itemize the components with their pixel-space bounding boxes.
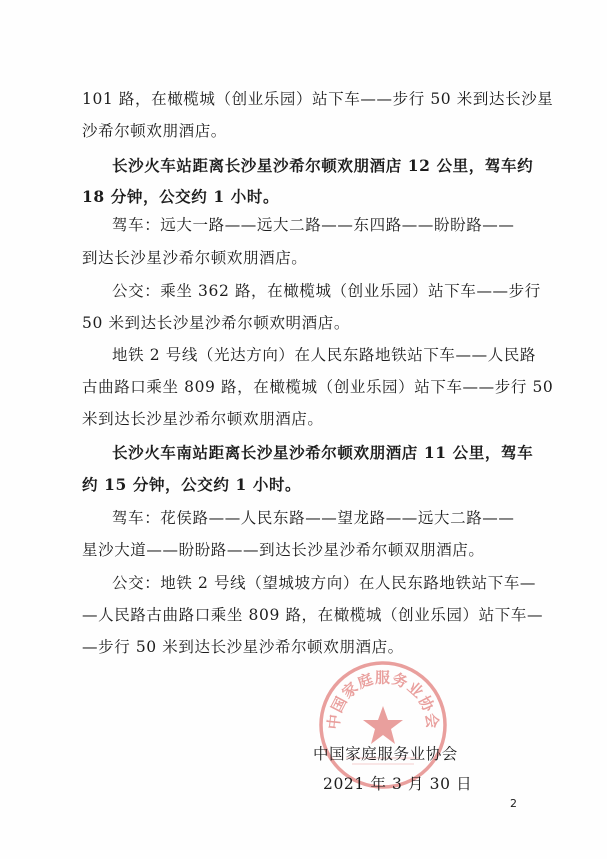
section-heading-line: 长沙火车站距离长沙星沙希尔顿欢朋酒店 12 公里，驾车约 (112, 156, 534, 175)
body-line: 驾车：花侯路——人民东路——望龙路——远大二路—— (112, 509, 515, 527)
signature-organization: 中国家庭服务业协会 (313, 745, 458, 763)
body-line: 驾车：远大一路——远大二路——东四路——盼盼路—— (112, 216, 515, 234)
section-heading-line: 18 分钟，公交约 1 小时。 (82, 187, 280, 206)
body-line: 沙希尔顿欢朋酒店。 (82, 122, 227, 140)
body-line: 米到达长沙星沙希尔顿欢朋酒店。 (82, 410, 324, 428)
seal-star-icon (363, 706, 403, 744)
page-number: 2 (510, 797, 517, 810)
signature-date: 2021 年 3 月 30 日 (323, 775, 473, 793)
body-line: —人民路古曲路口乘坐 809 路，在橄榄城（创业乐园）站下车— (82, 606, 544, 624)
body-line: 到达长沙星沙希尔顿欢朋酒店。 (82, 249, 308, 267)
body-line: 星沙大道——盼盼路——到达长沙星沙希尔顿双朋酒店。 (82, 541, 485, 559)
section-heading-line: 约 15 分钟，公交约 1 小时。 (82, 475, 302, 494)
body-line: 101 路，在橄榄城（创业乐园）站下车——步行 50 米到达长沙星 (82, 90, 554, 108)
seal-text: 中国家庭服务业协会 (324, 668, 442, 731)
body-line: 古曲路口乘坐 809 路，在橄榄城（创业乐园）站下车——步行 50 (82, 378, 554, 396)
section-heading-line: 长沙火车南站距离长沙星沙希尔顿欢朋酒店 11 公里，驾车 (112, 443, 534, 462)
body-line: 50 米到达长沙星沙希尔顿欢明酒店。 (82, 314, 350, 332)
body-line: 公交：乘坐 362 路，在橄榄城（创业乐园）站下车——步行 (112, 282, 541, 300)
body-line: 地铁 2 号线（光达方向）在人民东路地铁站下车——人民路 (112, 346, 537, 364)
body-line: 公交：地铁 2 号线（望城坡方向）在人民东路地铁站下车— (112, 574, 537, 592)
body-line: —步行 50 米到达长沙星沙希尔顿欢朋酒店。 (82, 638, 404, 656)
